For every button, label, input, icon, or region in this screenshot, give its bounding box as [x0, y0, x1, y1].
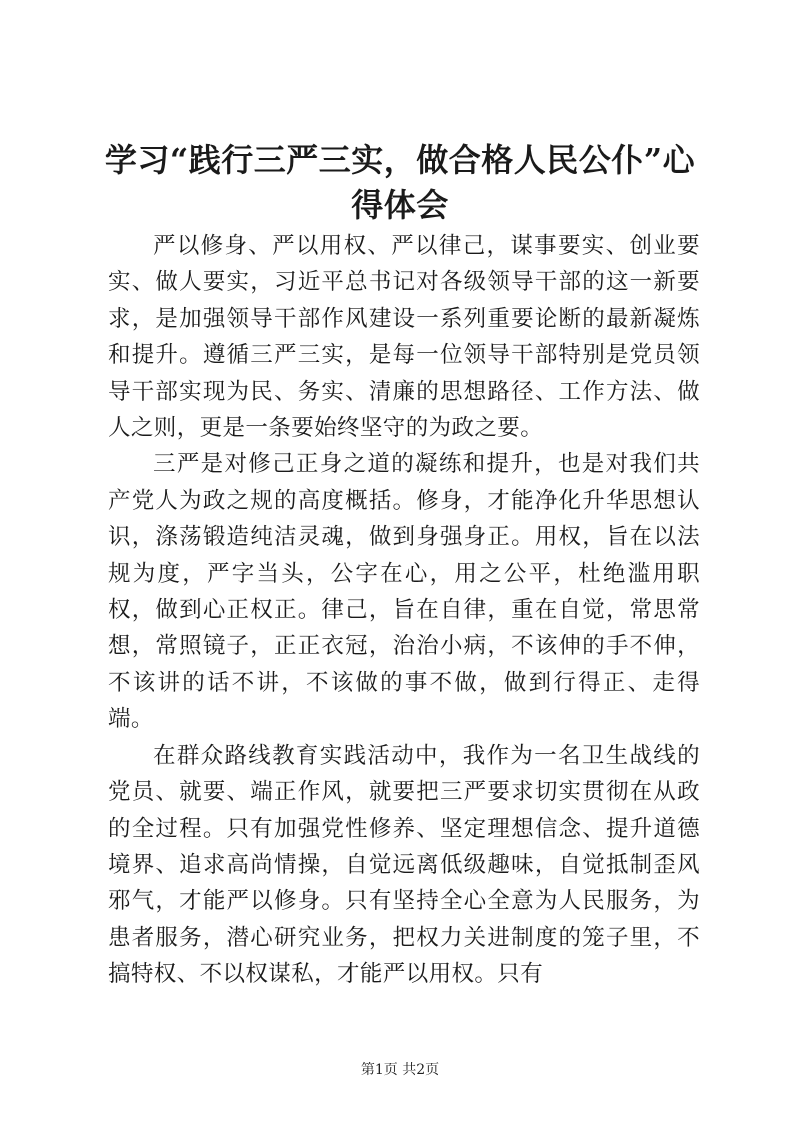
paragraph-2: 三严是对修己正身之道的凝练和提升，也是对我们共产党人为政之规的高度概括。修身，才能净化升华思想认识，涤荡锻造纯洁灵魂，做到身强身正。用权，旨在以法规为度，严字当头，公字在心，用之公平，杜绝滥用职权，做到心正权正。律己，旨在自律，重在自觉，常思常想，常照镜子，正正衣冠，治治小病，不该伸的手不伸，不该讲的话不讲，不该做的事不做，做到行得正、走得端。: [108, 451, 700, 733]
page-number-footer: 第1页 共2页: [360, 1062, 440, 1078]
paragraph-3: 在群众路线教育实践活动中，我作为一名卫生战线的党员、就要、端正作风，就要把三严要求切实贯彻在从政的全过程。只有加强党性修养、坚定理想信念、提升道德境界、追求高尚情操，自觉远离低级趣味，自觉抵制歪风邪气，才能严以修身。只有坚持全心全意为人民服务，为患者服务，潜心研究业务，把权力关进制度的笼子里，不搞特权、不以权谋私，才能严以用权。只有: [108, 742, 700, 988]
document-body: [108, 228, 700, 993]
paragraph-1: 严以修身、严以用权、严以律己，谋事要实、创业要实、做人要实，习近平总书记对各级领导干部的这一新要求，是加强领导干部作风建设一系列重要论断的最新凝炼和提升。遵循三严三实，是每一位领导干部特别是党员领导干部实现为民、务实、清廉的思想路径、工作方法、做人之则，更是一条要始终坚守的为政之要。: [108, 233, 700, 442]
document-title: 学习“践行三严三实，做合格人民公仆”心得体会: [104, 141, 696, 224]
